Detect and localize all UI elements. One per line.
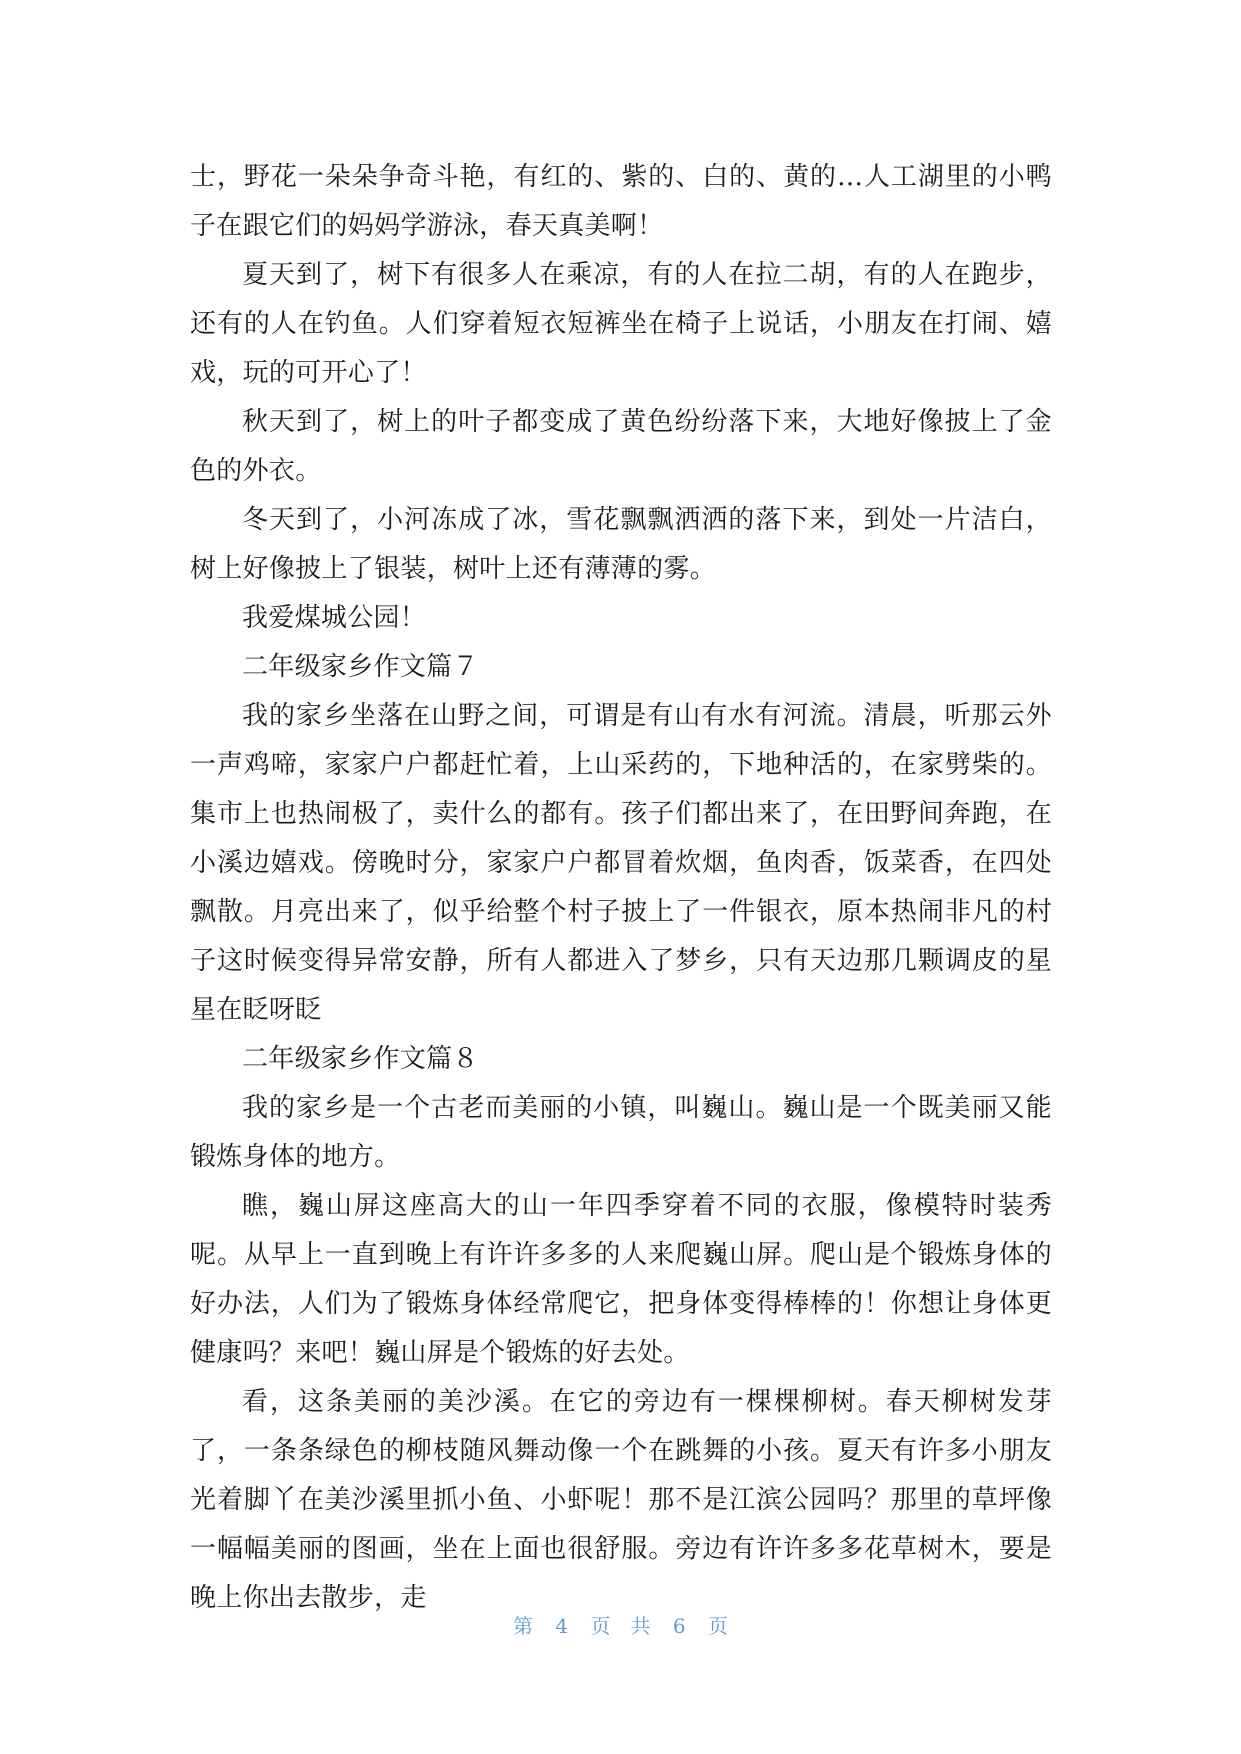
- paragraph-spring-end: 士，野花一朵朵争奇斗艳，有红的、紫的、白的、黄的…人工湖里的小鸭子在跟它们的妈妈学游泳，春天真美啊！: [190, 162, 1052, 241]
- footer-label-ye-gong: 页 共: [590, 1614, 651, 1638]
- paragraph-winter: 冬天到了，小河冻成了冰，雪花飘飘洒洒的落下来，到处一片洁白，树上好像披上了银装，树叶上还有薄薄的雾。: [190, 505, 1052, 584]
- page-footer: [0, 1610, 1241, 1639]
- paragraph-essay-7-body: 我的家乡坐落在山野之间，可谓是有山有水有河流。清晨，听那云外一声鸡啼，家家户户都赶忙着，上山采药的，下地种活的，在家劈柴的。集市上也热闹极了，卖什么的都有。孩子们都出来了，在田野间奔跑，在小溪边嬉戏。傍晚时分，家家户户都冒着炊烟，鱼肉香，饭菜香，在四处飘散。月亮出来了，似乎给整个村子披上了一件银衣，原本热闹非凡的村子这时候变得异常安静，所有人都进入了梦乡，只有天边那几颗调皮的星星在眨呀眨: [190, 701, 1052, 1025]
- paragraph-closing: 我爱煤城公园！: [242, 603, 427, 633]
- footer-total-pages: 6: [672, 1614, 686, 1638]
- essay-heading-8: 二年级家乡作文篇８: [242, 1044, 479, 1074]
- footer-label-di: 第: [513, 1614, 534, 1638]
- paragraph-autumn: 秋天到了，树上的叶子都变成了黄色纷纷落下来，大地好像披上了金色的外衣。: [190, 407, 1052, 486]
- essay-heading-7: 二年级家乡作文篇７: [242, 652, 479, 682]
- document-body: [190, 153, 1052, 1623]
- paragraph-essay-8-stream: 看，这条美丽的美沙溪。在它的旁边有一棵棵柳树。春天柳树发芽了，一条条绿色的柳枝随风舞动像一个在跳舞的小孩。夏天有许多小朋友光着脚丫在美沙溪里抓小鱼、小虾呢！那不是江滨公园吗？那里的草坪像一幅幅美丽的图画，坐在上面也很舒服。旁边有许许多多花草树木，要是晚上你出去散步，走: [190, 1387, 1052, 1613]
- paragraph-summer: 夏天到了，树下有很多人在乘凉，有的人在拉二胡，有的人在跑步，还有的人在钓鱼。人们穿着短衣短裤坐在椅子上说话，小朋友在打闹、嬉戏，玩的可开心了！: [190, 260, 1052, 388]
- footer-label-ye: 页: [707, 1614, 728, 1638]
- paragraph-essay-8-mountain: 瞧，巍山屏这座高大的山一年四季穿着不同的衣服，像模特时装秀呢。从早上一直到晚上有许许多多的人来爬巍山屏。爬山是个锻炼身体的好办法，人们为了锻炼身体经常爬它，把身体变得棒棒的！你想让身体更健康吗？来吧！巍山屏是个锻炼的好去处。: [190, 1191, 1052, 1368]
- footer-current-page: 4: [555, 1614, 569, 1638]
- paragraph-essay-8-intro: 我的家乡是一个古老而美丽的小镇，叫巍山。巍山是一个既美丽又能锻炼身体的地方。: [190, 1093, 1052, 1172]
